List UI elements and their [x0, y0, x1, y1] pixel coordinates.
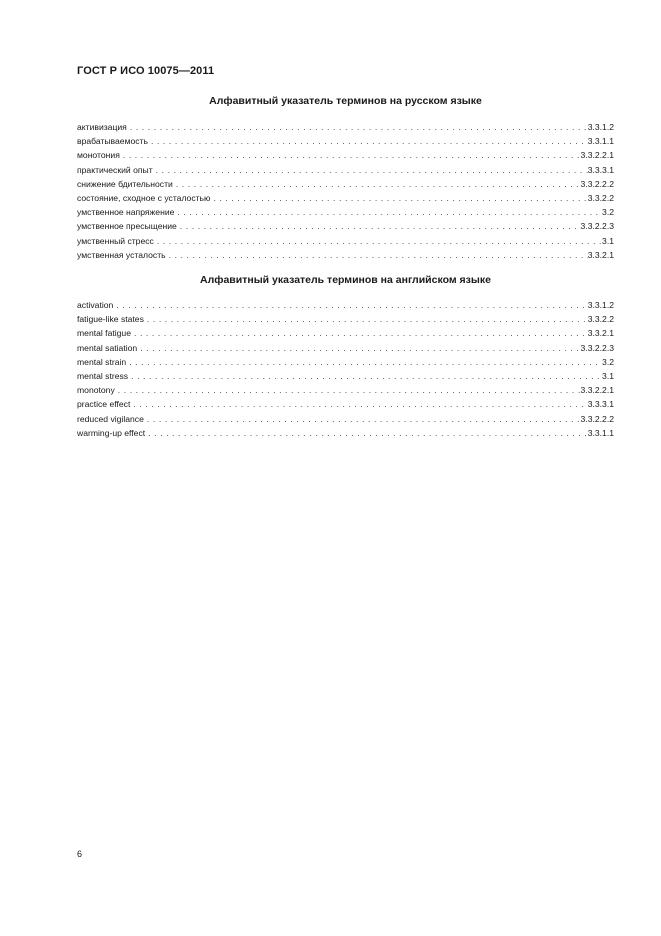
- dot-leader: [173, 177, 581, 191]
- index-term: warming-up effect: [77, 427, 146, 438]
- index-ref: 3.3.1.1: [587, 136, 614, 147]
- index-ref: 3.3.2.1: [587, 328, 614, 339]
- dot-leader: [145, 426, 588, 440]
- index-term: монотония: [77, 150, 120, 161]
- index-entry: [77, 177, 614, 191]
- english-index-title: Алфавитный указатель терминов на английском языке: [200, 274, 491, 286]
- index-term: состояние, сходное с усталостью: [77, 192, 211, 203]
- index-entry: [77, 219, 614, 233]
- dot-leader: [144, 312, 588, 326]
- dot-leader: [128, 369, 602, 383]
- index-entry: [77, 134, 614, 148]
- index-entry: [77, 205, 614, 219]
- index-entry: [77, 120, 614, 134]
- index-ref: 3.3.2.1: [587, 249, 614, 260]
- index-term: умственная усталость: [77, 249, 166, 260]
- index-ref: 3.3.2.2: [587, 192, 614, 203]
- dot-leader: [120, 148, 581, 162]
- index-entry: [77, 426, 614, 440]
- index-ref: 3.2: [602, 356, 614, 367]
- index-entry: [77, 298, 614, 312]
- dot-leader: [174, 205, 602, 219]
- russian-index-title: Алфавитный указатель терминов на русском языке: [209, 95, 482, 107]
- index-ref: 3.3.2.2.3: [580, 221, 614, 232]
- index-term: умственное напряжение: [77, 207, 175, 218]
- index-term: активизация: [77, 122, 127, 132]
- index-ref: 3.3.1.2: [587, 300, 614, 310]
- index-term: practice effect: [77, 399, 131, 410]
- dot-leader: [144, 412, 581, 426]
- index-term: mental strain: [77, 356, 127, 367]
- index-term: activation: [77, 300, 114, 310]
- index-entry: [77, 341, 614, 355]
- index-ref: 3.3.3.1: [587, 399, 614, 410]
- index-term: умственный стресс: [77, 235, 154, 246]
- index-entry: [77, 397, 614, 411]
- dot-leader: [115, 383, 581, 397]
- index-entry: [77, 148, 614, 162]
- english-index-list: [77, 298, 614, 440]
- index-ref: 3.3.2.2.1: [580, 150, 614, 161]
- index-entry: [77, 234, 614, 248]
- index-ref: 3.3.2.2.3: [580, 342, 614, 353]
- dot-leader: [130, 397, 587, 411]
- dot-leader: [148, 134, 588, 148]
- index-entry: [77, 326, 614, 340]
- dot-leader: [177, 219, 581, 233]
- index-entry: [77, 369, 614, 383]
- index-ref: 3.3.1.1: [587, 427, 614, 438]
- index-ref: 3.1: [602, 235, 614, 246]
- index-entry: [77, 191, 614, 205]
- index-ref: 3.2: [602, 207, 614, 218]
- index-term: врабатываемость: [77, 136, 148, 147]
- index-ref: 3.3.3.1: [587, 164, 614, 175]
- index-term: снижение бдительности: [77, 178, 173, 189]
- index-entry: [77, 355, 614, 369]
- index-entry: [77, 163, 614, 177]
- index-term: monotony: [77, 385, 115, 396]
- dot-leader: [154, 234, 602, 248]
- index-ref: 3.1: [602, 370, 614, 381]
- index-entry: [77, 312, 614, 326]
- dot-leader: [126, 355, 602, 369]
- index-term: mental satiation: [77, 342, 138, 353]
- index-ref: 3.3.2.2.2: [580, 413, 614, 424]
- dot-leader: [210, 191, 587, 205]
- index-term: умственное пресыщение: [77, 221, 177, 232]
- dot-leader: [153, 163, 588, 177]
- index-term: fatigue-like states: [77, 314, 144, 325]
- index-term: mental fatigue: [77, 328, 131, 339]
- index-ref: 3.3.1.2: [587, 122, 614, 132]
- index-entry: [77, 383, 614, 397]
- dot-leader: [113, 298, 587, 312]
- dot-leader: [127, 120, 588, 134]
- index-entry: [77, 248, 614, 262]
- russian-index-list: [77, 120, 614, 262]
- page-number: 6: [77, 849, 83, 859]
- index-term: reduced vigilance: [77, 413, 144, 424]
- dot-leader: [137, 341, 580, 355]
- index-term: mental stress: [77, 370, 129, 381]
- dot-leader: [131, 326, 588, 340]
- index-entry: [77, 412, 614, 426]
- index-ref: 3.3.2.2.2: [580, 178, 614, 189]
- index-ref: 3.3.2.2: [587, 314, 614, 325]
- dot-leader: [166, 248, 588, 262]
- index-ref: 3.3.2.2.1: [580, 385, 614, 396]
- index-term: практический опыт: [77, 164, 153, 175]
- standard-code-header: ГОСТ Р ИСО 10075—2011: [77, 65, 215, 77]
